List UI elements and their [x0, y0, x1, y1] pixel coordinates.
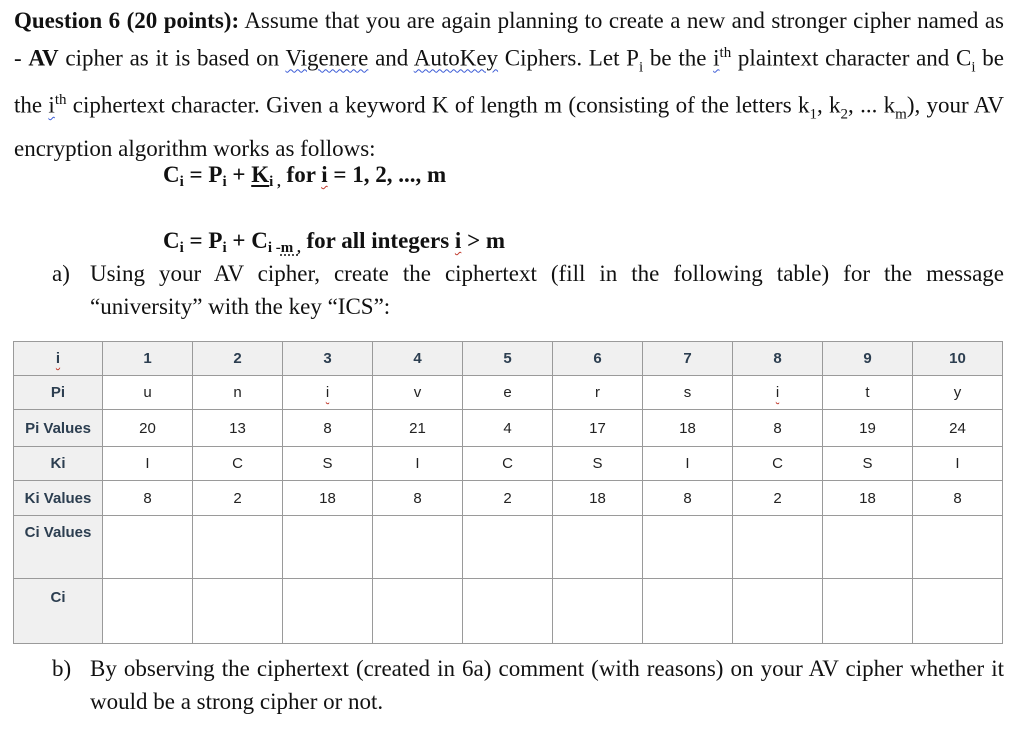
- empty-cell: [193, 516, 283, 579]
- empty-cell: [823, 579, 913, 644]
- table-cell: 8: [283, 410, 373, 447]
- header-index: 8: [733, 342, 823, 376]
- empty-cell: [553, 516, 643, 579]
- table-cell: 18: [283, 481, 373, 516]
- formula-2: $C_i = P_i + C_{i -m ,}$ for all integers i > m: [163, 228, 506, 256]
- row-label-pi: Pi: [14, 376, 103, 410]
- header-i: i: [14, 342, 103, 376]
- header-index: 7: [643, 342, 733, 376]
- cipher-table: [13, 341, 1003, 644]
- table-cell: C: [733, 447, 823, 481]
- row-label-ki-values: Ki Values: [14, 481, 103, 516]
- formula-1: $C_i = P_i + K_{i ,}$ for i = 1, 2, ..., m: [163, 162, 447, 190]
- part-b-text: By observing the ciphertext (created in 6a) comment (with reasons) on your AV cipher whether it would be a strong cipher or not.: [90, 656, 1004, 714]
- empty-cell: [283, 579, 373, 644]
- question-6-text: Question 6 (20 points): Assume that you are again planning to create a new and stronger cipher named as - AV cipher as it is based on Vigenere and AutoKey Ciphers. Let $P_i$ be the $i^{th}$ plaintext character and $C_i$ be the $i^{th}$ ciphertext character. Given a keyword K of length m (consisting of the letters $k_1$, $k_2$, ... $k_m$), your AV encryption algorithm works as follows:: [14, 8, 1005, 161]
- table-cell: S: [553, 447, 643, 481]
- table-cell: e: [463, 376, 553, 410]
- empty-cell: [553, 579, 643, 644]
- table-cell: 24: [913, 410, 1003, 447]
- table-cell: C: [463, 447, 553, 481]
- empty-cell: [103, 516, 193, 579]
- table-row-ci: [14, 579, 1003, 644]
- table-cell: 18: [643, 410, 733, 447]
- header-index: 6: [553, 342, 643, 376]
- empty-cell: [913, 579, 1003, 644]
- table-row-ci-values: [14, 516, 1003, 579]
- table-cell: I: [643, 447, 733, 481]
- table-cell: i: [283, 376, 373, 410]
- table-cell: i: [733, 376, 823, 410]
- table-row-ki: [14, 447, 1003, 481]
- table-cell: u: [103, 376, 193, 410]
- empty-cell: [643, 579, 733, 644]
- table-cell: y: [913, 376, 1003, 410]
- table-cell: t: [823, 376, 913, 410]
- table-cell: S: [823, 447, 913, 481]
- table-cell: I: [103, 447, 193, 481]
- table-cell: 17: [553, 410, 643, 447]
- word-autokey: AutoKey: [413, 45, 499, 71]
- header-index: 9: [823, 342, 913, 376]
- row-label-ci-values: Ci Values: [14, 516, 103, 579]
- table-cell: s: [643, 376, 733, 410]
- empty-cell: [463, 516, 553, 579]
- empty-cell: [463, 579, 553, 644]
- question-heading: Question 6 (20 points):: [14, 8, 240, 33]
- word-vigenere: Vigenere: [285, 45, 369, 71]
- table-cell: 8: [103, 481, 193, 516]
- empty-cell: [283, 516, 373, 579]
- header-index: 10: [913, 342, 1003, 376]
- empty-cell: [193, 579, 283, 644]
- empty-cell: [733, 579, 823, 644]
- header-index: 2: [193, 342, 283, 376]
- empty-cell: [373, 579, 463, 644]
- table-cell: C: [193, 447, 283, 481]
- table-cell: 8: [643, 481, 733, 516]
- part-b: [52, 652, 1004, 718]
- table-cell: 4: [463, 410, 553, 447]
- cipher-name: AV: [28, 45, 59, 71]
- table-cell: 21: [373, 410, 463, 447]
- row-label-ci: Ci: [14, 579, 103, 644]
- table-row-ki-values: [14, 481, 1003, 516]
- header-index: 3: [283, 342, 373, 376]
- table-cell: 19: [823, 410, 913, 447]
- empty-cell: [103, 579, 193, 644]
- part-a: [52, 257, 1004, 323]
- part-b-label: b): [52, 656, 72, 681]
- table-cell: 20: [103, 410, 193, 447]
- empty-cell: [823, 516, 913, 579]
- table-cell: 18: [553, 481, 643, 516]
- table-cell: 2: [193, 481, 283, 516]
- table-cell: S: [283, 447, 373, 481]
- table-cell: 2: [463, 481, 553, 516]
- empty-cell: [643, 516, 733, 579]
- table-cell: 8: [913, 481, 1003, 516]
- row-label-ki: Ki: [14, 447, 103, 481]
- table-cell: r: [553, 376, 643, 410]
- empty-cell: [733, 516, 823, 579]
- empty-cell: [373, 516, 463, 579]
- table-row-pi-values: [14, 410, 1003, 447]
- table-cell: 8: [733, 410, 823, 447]
- part-a-text: Using your AV cipher, create the ciphertext (fill in the following table) for the message “university” with the key “ICS”:: [90, 261, 1004, 319]
- table-header-row: [14, 342, 1003, 376]
- header-index: 5: [463, 342, 553, 376]
- table-cell: 13: [193, 410, 283, 447]
- table-cell: I: [373, 447, 463, 481]
- table-cell: I: [913, 447, 1003, 481]
- header-index: 1: [103, 342, 193, 376]
- row-label-pi-values: Pi Values: [14, 410, 103, 447]
- empty-cell: [913, 516, 1003, 579]
- table-row-pi: [14, 376, 1003, 410]
- part-a-label: a): [52, 261, 70, 286]
- table-cell: v: [373, 376, 463, 410]
- header-index: 4: [373, 342, 463, 376]
- table-cell: 8: [373, 481, 463, 516]
- table-cell: 2: [733, 481, 823, 516]
- table-cell: 18: [823, 481, 913, 516]
- table-cell: n: [193, 376, 283, 410]
